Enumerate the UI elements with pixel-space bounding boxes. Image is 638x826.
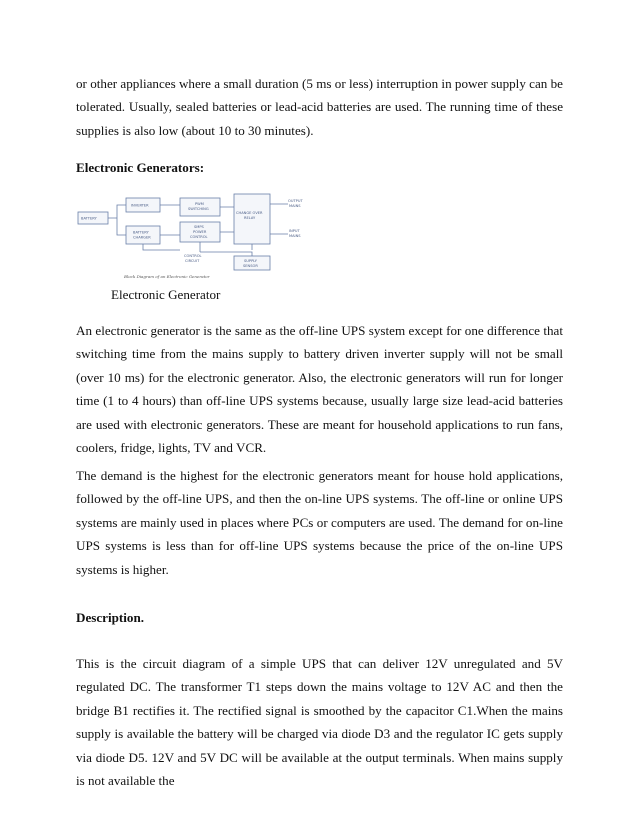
figure-caption: Electronic Generator: [111, 287, 221, 302]
paragraph-ups-intro: or other appliances where a small duration (5 ms or less) interruption in power supply can be tolerated. Usually, sealed batteries or lead-acid batteries are used. The running time of these supplies is also low (about 10 to 30 minutes).: [76, 76, 563, 138]
label-output: OUTPUT: [288, 199, 303, 203]
diagram-caption: Block Diagram of an Electronic Generator: [124, 274, 210, 279]
label-battery-charger-2: CHARGER: [133, 235, 151, 240]
label-inverter: INVERTER: [131, 203, 149, 208]
paragraph-description: This is the circuit diagram of a simple UPS that can deliver 12V unregulated and 5V regulated DC. The transformer T1 steps down the mains voltage to 12V AC and then the bridge B1 rectifies it. The rectified signal is smoothed by the capacitor C1.When the mains supply is available the battery will be charged via diode D3 and the regulator IC gets supply via diode D5. 12V and 5V DC will be available at the output terminals. When mains supply is not available the: [76, 656, 563, 789]
label-control: CONTROL: [190, 235, 208, 239]
paragraph-electronic-generator: An electronic generator is the same as the off-line UPS system except for one difference that switching time from the mains supply to battery driven inverter supply will not be small (over 10 ms) for the electronic generator. Also, the electronic generators will run for longer time (1 to 4 hours) than off-line UPS systems because, usually large size lead-acid batteries are used with electronic generators. These are meant for household applications to run fans, coolers, fridge, lights, TV and VCR.: [76, 323, 563, 456]
heading-electronic-generators: Electronic Generators:: [76, 160, 205, 175]
label-battery: BATTERY: [81, 216, 97, 221]
label-smps: SMPS: [194, 225, 204, 229]
label-control-circuit-1: CONTROL: [184, 254, 202, 258]
heading-description: Description.: [76, 610, 145, 625]
label-change-over: CHANGE OVER: [236, 211, 263, 215]
label-output-mains: MAINS: [289, 204, 301, 208]
label-relay: RELAY: [244, 216, 256, 220]
label-input-mains: MAINS: [289, 234, 301, 238]
label-sensor: SENSOR: [243, 264, 258, 268]
label-pwm: PWM: [195, 202, 204, 206]
label-control-circuit-2: CIRCUIT: [185, 259, 200, 263]
paragraph-demand: The demand is the highest for the electronic generators meant for house hold applications, followed by the off-line UPS, and then the on-line UPS systems. The off-line or online UPS systems are mainly used in places where PCs or computers are used. The demand for on-line UPS systems is less than for off-line UPS systems because the price of the on-line UPS systems is higher.: [76, 468, 563, 577]
label-switching: SWITCHING: [188, 207, 209, 211]
label-supply: SUPPLY: [244, 259, 257, 263]
label-power: POWER: [193, 230, 207, 234]
label-input: INPUT: [289, 229, 300, 233]
block-diagram-figure: [76, 190, 312, 280]
label-battery-charger-1: BATTERY: [133, 230, 149, 235]
